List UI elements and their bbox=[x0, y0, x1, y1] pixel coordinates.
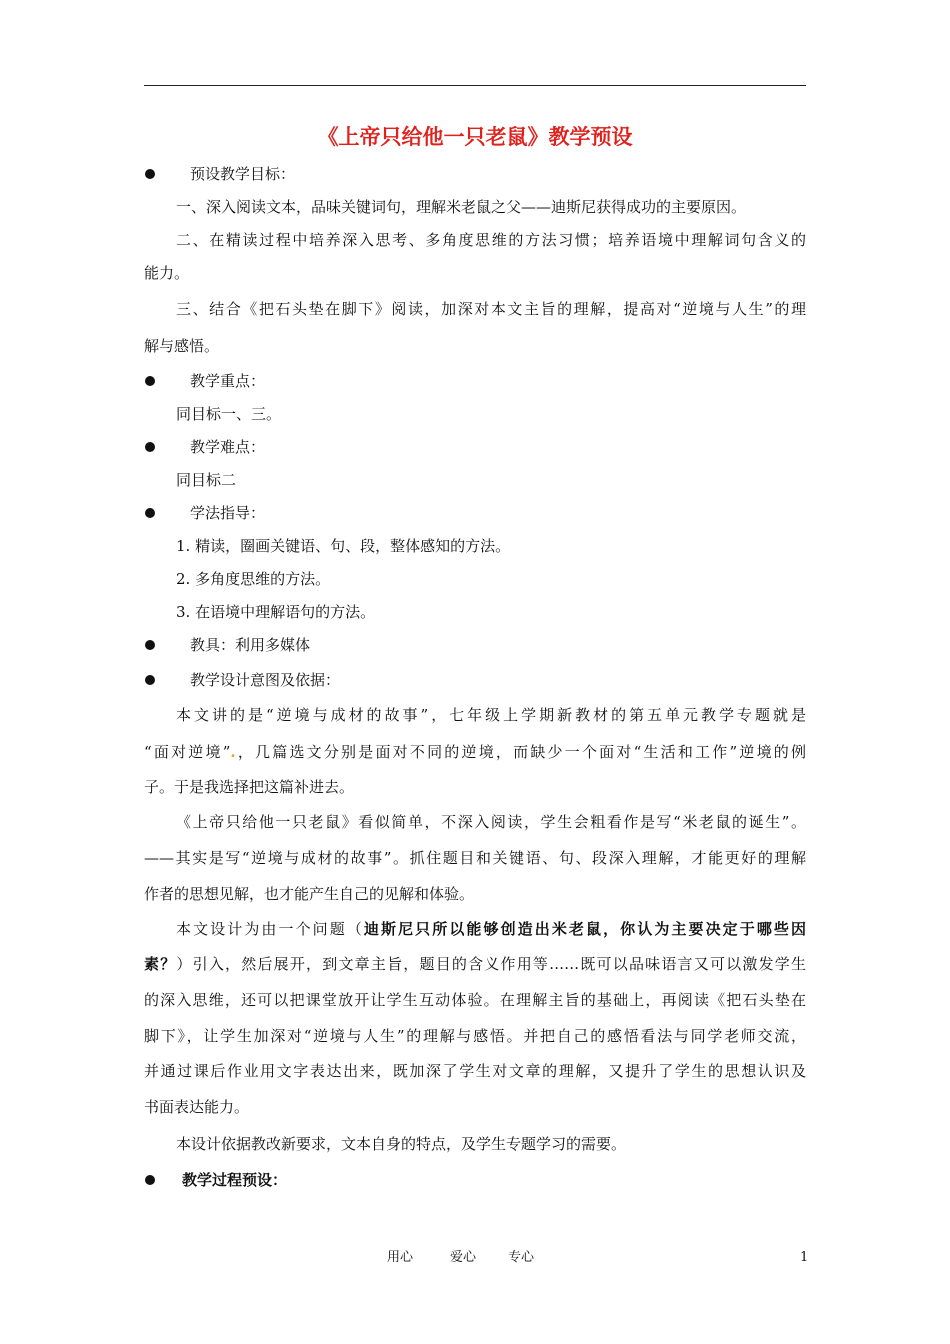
bullet-method bbox=[144, 497, 806, 530]
goal-2-cont: 能力。 bbox=[144, 264, 190, 282]
page-footer bbox=[0, 1248, 950, 1268]
bullet-icon bbox=[145, 169, 155, 179]
design-line-7: 本文设计为由一个问题（迪斯尼只所以能够创造出米老鼠，你认为主要决定于哪些因 bbox=[176, 920, 806, 938]
goal-3: 三、结合《把石头垫在脚下》阅读，加深对本文主旨的理解，提高对“逆境与人生”的理 bbox=[176, 300, 806, 318]
design-line-8: 素？）引入，然后展开，到文章主旨，题目的含义作用等……既可以品味语言又可以激发学生 bbox=[144, 955, 806, 973]
goal-2: 二、在精读过程中培养深入思考、多角度思维的方法习惯；培养语境中理解词句含义的 bbox=[176, 231, 806, 249]
page-number: 1 bbox=[800, 1250, 809, 1265]
method-label: 学法指导： bbox=[190, 504, 266, 522]
key-text: 同目标一、三。 bbox=[176, 405, 282, 423]
method-3: 3. 在语境中理解语句的方法。 bbox=[176, 603, 376, 621]
design-line-1: 本文讲的是“逆境与成材的故事”，七年级上学期新教材的第五单元教学专题就是 bbox=[176, 706, 806, 724]
footer-text-2: 爱心 bbox=[450, 1250, 477, 1265]
design-line-5: ——其实是写“逆境与成材的故事”。抓住题目和关键语、句、段深入理解，才能更好的理解 bbox=[144, 849, 806, 867]
header-rule bbox=[144, 85, 806, 86]
key-label: 教学重点： bbox=[190, 372, 266, 390]
method-1: 1. 精读，圈画关键语、句、段，整体感知的方法。 bbox=[176, 537, 511, 555]
bullet-icon bbox=[145, 675, 155, 685]
design-line-4: 《上帝只给他一只老鼠》看似简单，不深入阅读，学生会粗看作是写“米老鼠的诞生”。 bbox=[176, 813, 806, 831]
bullet-goals bbox=[144, 158, 806, 191]
method-2: 2. 多角度思维的方法。 bbox=[176, 570, 331, 588]
design-line-12: 书面表达能力。 bbox=[144, 1098, 250, 1116]
bullet-process bbox=[144, 1164, 806, 1197]
goals-label: 预设教学目标： bbox=[190, 165, 296, 183]
footer-text-3: 专心 bbox=[508, 1250, 535, 1265]
design-line-10: 脚下》，让学生加深对“逆境与人生”的理解与感悟。并把自己的感悟看法与同学老师交流， bbox=[144, 1027, 806, 1045]
bullet-icon bbox=[145, 442, 155, 452]
bullet-icon bbox=[145, 508, 155, 518]
goal-3-cont: 解与感悟。 bbox=[144, 337, 220, 355]
design-line-2: “面对逆境”.，几篇选文分别是面对不同的逆境，而缺少一个面对“生活和工作”逆境的例 bbox=[144, 743, 806, 761]
difficulty-label: 教学难点： bbox=[190, 438, 266, 456]
design-line-13: 本设计依据教改新要求，文本自身的特点，及学生专题学习的需要。 bbox=[176, 1135, 627, 1153]
tools-text: 教具：利用多媒体 bbox=[190, 636, 311, 654]
design-line-3: 子。于是我选择把这篇补进去。 bbox=[144, 778, 355, 796]
bullet-key bbox=[144, 365, 806, 398]
bullet-icon bbox=[145, 1175, 155, 1185]
design-line-11: 并通过课后作业用文字表达出来，既加深了学生对文章的理解，又提升了学生的思想认识及 bbox=[144, 1062, 806, 1080]
goal-1: 一、深入阅读文本，品味关键词句，理解米老鼠之父——迪斯尼获得成功的主要原因。 bbox=[176, 198, 747, 216]
bullet-difficulty bbox=[144, 431, 806, 464]
bullet-icon bbox=[145, 640, 155, 650]
document-title: 《上帝只给他一只老鼠》教学预设 bbox=[317, 124, 633, 149]
design-label: 教学设计意图及依据： bbox=[190, 671, 341, 689]
difficulty-text: 同目标二 bbox=[176, 471, 237, 489]
design-line-9: 的深入思维，还可以把课堂放开让学生互动体验。在理解主旨的基础上，再阅读《把石头垫在 bbox=[144, 991, 806, 1009]
process-label: 教学过程预设： bbox=[182, 1171, 288, 1189]
footer-text-1: 用心 bbox=[387, 1250, 414, 1265]
bullet-icon bbox=[145, 376, 155, 386]
bullet-tools bbox=[144, 629, 806, 662]
bullet-design bbox=[144, 664, 806, 697]
design-line-6: 作者的思想见解，也才能产生自己的见解和体验。 bbox=[144, 885, 475, 903]
